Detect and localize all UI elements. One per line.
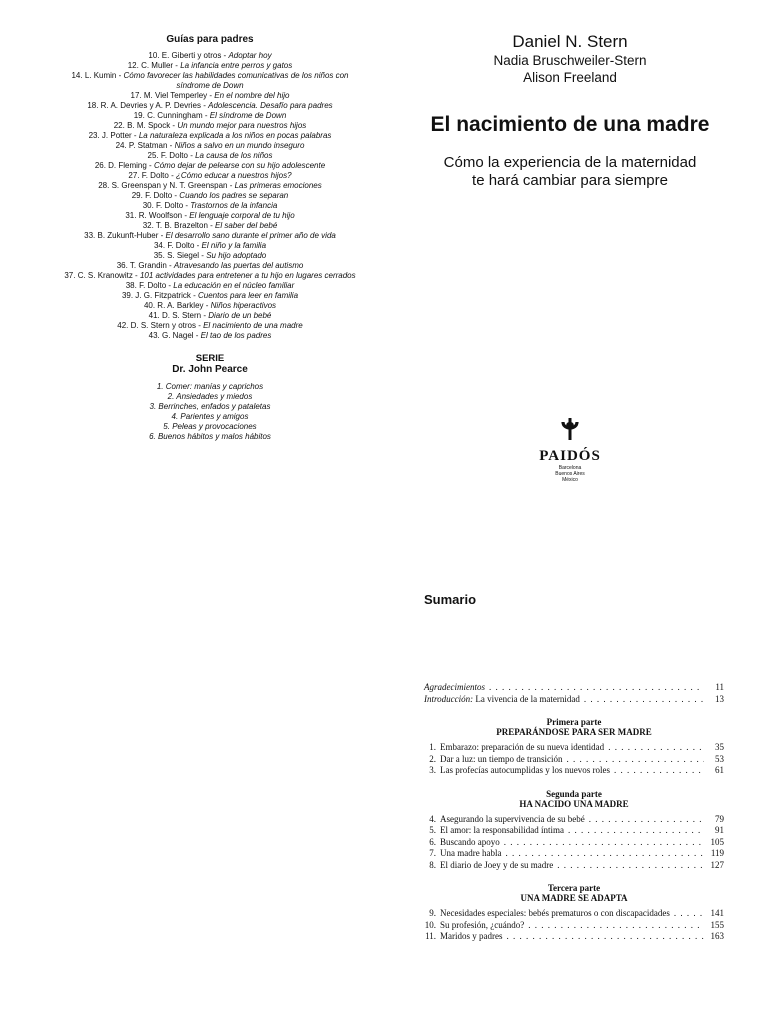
toc-page-number: 53	[715, 753, 724, 764]
guide-title: Las primeras emociones	[234, 181, 322, 190]
guide-title: El nacimiento de una madre	[203, 321, 303, 330]
toc-chapter	[424, 814, 724, 826]
guide-entry	[60, 161, 360, 171]
toc-page-number: 79	[715, 813, 724, 824]
chapter-number: 8.	[429, 859, 436, 870]
guide-title: Cómo favorecer las habilidades comunicativas de los niños con síndrome de Down	[123, 71, 349, 90]
toc-leader-dots	[608, 742, 704, 754]
guide-title: Diario de un bebé	[208, 311, 272, 320]
author-main: Daniel N. Stern	[512, 32, 628, 51]
guide-entry	[60, 91, 360, 101]
toc-label-extra: La vivencia de la maternidad	[473, 693, 580, 704]
guide-title: La naturaleza explicada a los niños en pocas palabras	[138, 131, 332, 140]
guide-author: 18. R. A. Devries y A. P. Devries -	[87, 101, 209, 110]
toc-chapter	[424, 848, 724, 860]
toc-label	[424, 682, 485, 694]
toc-label: Las profecías autocumplidas y los nuevos roles	[440, 765, 610, 775]
toc-label: Su profesión, ¿cuándo?	[440, 919, 525, 930]
chapter-number: 6.	[429, 836, 436, 847]
pearce-book: 1. Comer: manías y caprichos	[156, 382, 264, 391]
guide-entry	[60, 141, 360, 151]
toc-front-item	[424, 682, 724, 694]
toc-leader-dots	[557, 860, 704, 872]
guide-entry	[60, 281, 360, 291]
guide-title: Cómo dejar de pelearse con su hijo adolescente	[153, 161, 326, 170]
guide-title: ¿Cómo educar a nuestros hijos?	[175, 171, 292, 180]
guide-title: Cuentos para leer en familia	[197, 291, 299, 300]
guide-list	[60, 51, 360, 341]
guide-title: Adolescencia. Desafío para padres	[208, 101, 333, 110]
guide-author: 41. D. S. Stern -	[148, 311, 209, 320]
guide-title: El lenguaje corporal de tu hijo	[189, 211, 295, 220]
guide-author: 37. C. S. Kranowitz -	[64, 271, 140, 280]
toc-label: Necesidades especiales: bebés prematuros o con discapacidades	[440, 908, 670, 918]
toc-chapter	[424, 825, 724, 837]
part-title: HA NACIDO UNA MADRE	[519, 798, 629, 809]
pearce-book: 3. Berrinches, enfados y pataletas	[149, 402, 271, 411]
guide-author: 26. D. Fleming -	[94, 161, 154, 170]
guide-author: 43. G. Nagel -	[148, 331, 201, 340]
toc-page-number: 163	[710, 931, 724, 941]
part-label: Tercera parte	[547, 883, 601, 893]
guide-title: La causa de los niños	[195, 151, 273, 160]
chapter-number: 7.	[429, 848, 436, 858]
guide-author: 27. F. Dolto -	[128, 171, 176, 180]
chapter-number: 5.	[429, 825, 436, 835]
guide-entry	[60, 271, 360, 281]
guide-author: 14. L. Kumin -	[71, 71, 124, 80]
guide-entry	[60, 221, 360, 231]
pearce-book-list	[60, 382, 360, 442]
toc-label: El amor: la responsabilidad íntima	[440, 825, 564, 835]
toc-label-italic: Agradecimientos	[424, 682, 485, 692]
toc-label: Dar a luz: un tiempo de transición	[440, 753, 563, 764]
toc-leader-dots	[507, 931, 705, 943]
guide-title: El síndrome de Down	[209, 111, 287, 120]
guide-author: 12. C. Muller -	[127, 61, 181, 70]
serie-label: SERIE	[195, 353, 225, 364]
guide-author: 42. D. S. Stern y otros -	[117, 321, 204, 330]
guide-entry	[60, 301, 360, 311]
title-page	[400, 32, 740, 483]
toc-page-number: 119	[710, 848, 724, 858]
toc-label-italic: Introducción:	[424, 693, 474, 704]
chapter-number: 10.	[424, 919, 436, 930]
chapter-number: 1.	[429, 742, 436, 752]
series-list-column	[60, 34, 360, 442]
toc-label	[424, 694, 580, 706]
toc-label: Maridos y padres	[440, 931, 503, 941]
chapter-number: 11.	[425, 931, 436, 941]
guide-title: La educación en el núcleo familiar	[173, 281, 295, 290]
toc-leader-dots	[504, 837, 704, 849]
toc-page-number: 91	[715, 825, 724, 835]
toc-leader-dots	[584, 694, 704, 706]
guide-author: 38. F. Dolto -	[125, 281, 174, 290]
guide-entry	[60, 111, 360, 121]
part-label: Segunda parte	[546, 788, 602, 799]
subtitle-line-1: Cómo la experiencia de la maternidad	[443, 154, 697, 171]
guide-author: 19. C. Cunningham -	[133, 111, 210, 120]
toc-part-heading	[424, 883, 724, 903]
toc-page-number: 11	[715, 682, 724, 692]
toc-label: Asegurando la supervivencia de su bebé	[440, 813, 585, 824]
toc-label: Embarazo: preparación de su nueva identidad	[440, 742, 605, 752]
toc-leader-dots	[589, 814, 704, 826]
guide-author: 39. J. G. Fitzpatrick -	[121, 291, 198, 300]
guide-entry	[60, 171, 360, 181]
chapter-number: 4.	[429, 813, 436, 824]
guide-title: Niños hiperactivos	[210, 301, 277, 310]
guide-author: 25. F. Dolto -	[147, 151, 196, 160]
serie-author: Dr. John Pearce	[172, 364, 248, 375]
guide-author: 28. S. Greenspan y N. T. Greenspan -	[98, 181, 235, 190]
subtitle-line-2: te hará cambiar para siempre	[472, 172, 668, 189]
guide-entry	[60, 241, 360, 251]
toc-page-number: 155	[710, 919, 724, 930]
toc-chapter	[424, 765, 724, 777]
guide-author: 29. F. Dolto -	[131, 191, 180, 200]
chapter-number: 2.	[429, 753, 436, 764]
guide-title: El tao de los padres	[200, 331, 272, 340]
guide-author: 30. F. Dolto -	[142, 201, 191, 210]
guide-entry	[60, 71, 360, 91]
guide-author: 22. B. M. Spock -	[113, 121, 178, 130]
toc-label: Una madre habla	[440, 848, 502, 858]
publisher-name: PAIDÓS	[539, 448, 601, 464]
city: Barcelona	[558, 465, 582, 471]
toc-leader-dots	[528, 920, 704, 932]
guide-title: El desarrollo sano durante el primer año de vida	[165, 231, 336, 240]
toc-leader-dots	[505, 848, 704, 860]
guide-entry	[60, 61, 360, 71]
guide-author: 33. B. Zukunft-Huber -	[84, 231, 166, 240]
guide-entry	[60, 151, 360, 161]
part-label: Primera parte	[546, 717, 602, 727]
guide-entry	[60, 121, 360, 131]
paidos-logo-icon	[559, 417, 581, 446]
part-title: PREPARÁNDOSE PARA SER MADRE	[496, 727, 652, 737]
toc-chapter	[424, 920, 724, 932]
publisher-cities	[400, 465, 740, 483]
guide-author: 31. R. Woolfson -	[125, 211, 190, 220]
guide-entry	[60, 181, 360, 191]
toc-leader-dots	[489, 682, 704, 694]
serie-block	[60, 353, 360, 442]
guide-title: El saber del bebé	[215, 221, 278, 230]
guide-entry	[60, 201, 360, 211]
guide-entry	[60, 101, 360, 111]
toc-page-number: 13	[715, 693, 724, 704]
guide-title: 101 actividades para entretener a tu hijo en lugares cerrados	[139, 271, 356, 280]
guide-entry	[60, 191, 360, 201]
book-title: El nacimiento de una madre	[430, 113, 710, 136]
guide-author: 35. S. Siegel -	[153, 251, 207, 260]
guide-title: En el nombre del hijo	[214, 91, 290, 100]
guide-title: Atravesando las puertas del autismo	[173, 261, 304, 270]
part-title: UNA MADRE SE ADAPTA	[520, 893, 628, 903]
toc-chapter	[424, 908, 724, 920]
guide-author: 17. M. Viel Temperley -	[130, 91, 215, 100]
guide-entry	[60, 131, 360, 141]
city: Buenos Aires	[555, 471, 585, 477]
chapter-number: 9.	[429, 908, 436, 918]
city: México	[562, 477, 578, 483]
table-of-contents	[424, 682, 724, 943]
guide-author: 32. T. B. Brazelton -	[142, 221, 216, 230]
toc-page-number: 141	[710, 908, 724, 918]
toc-chapter	[424, 860, 724, 872]
guide-entry	[60, 311, 360, 321]
pearce-book: 2. Ansiedades y miedos	[167, 392, 253, 401]
guide-title: Su hijo adoptado	[206, 251, 267, 260]
toc-label: El diario de Joey y de su madre	[440, 859, 554, 870]
guide-entry	[60, 211, 360, 221]
author-second: Nadia Bruschweiler-Stern	[493, 53, 647, 68]
guide-title: Un mundo mejor para nuestros hijos	[177, 121, 307, 130]
toc-leader-dots	[674, 908, 704, 920]
guide-title: El niño y la familia	[201, 241, 267, 250]
guide-title: Trastornos de la infancia	[190, 201, 278, 210]
guide-title: La infancia entre perros y gatos	[180, 61, 293, 70]
toc-part-heading	[424, 717, 724, 737]
sumario-heading: Sumario	[424, 592, 477, 607]
guide-title: Cuando los padres se separan	[179, 191, 289, 200]
guide-title: Niños a salvo en un mundo inseguro	[174, 141, 305, 150]
toc-leader-dots	[568, 825, 704, 837]
toc-leader-dots	[614, 765, 704, 777]
pearce-book: 5. Peleas y provocaciones	[163, 422, 257, 431]
guide-entry	[60, 261, 360, 271]
guide-entry	[60, 51, 360, 61]
author-third: Alison Freeland	[523, 70, 617, 85]
guide-author: 34. F. Dolto -	[153, 241, 202, 250]
toc-label: Buscando apoyo	[440, 836, 500, 847]
toc-chapter	[424, 754, 724, 766]
toc-chapter	[424, 837, 724, 849]
chapter-number: 3.	[429, 765, 436, 775]
toc-chapter	[424, 931, 724, 943]
guide-entry	[60, 321, 360, 331]
pearce-book: 6. Buenos hábitos y malos hábitos	[149, 432, 271, 441]
publisher-block	[400, 417, 740, 483]
pearce-book: 4. Parientes y amigos	[171, 412, 249, 421]
toc-page-number: 35	[715, 742, 724, 752]
guide-author: 10. E. Giberti y otros -	[148, 51, 229, 60]
guide-title: Adoptar hoy	[228, 51, 272, 60]
guide-author: 40. R. A. Barkley -	[143, 301, 211, 310]
guide-author: 36. T. Grandin -	[116, 261, 174, 270]
toc-chapter	[424, 742, 724, 754]
toc-leader-dots	[566, 754, 704, 766]
series-title: Guías para padres	[166, 34, 254, 45]
toc-part-heading	[424, 789, 724, 809]
guide-entry	[60, 331, 360, 341]
guide-entry	[60, 251, 360, 261]
guide-entry	[60, 231, 360, 241]
guide-entry	[60, 291, 360, 301]
toc-page-number: 105	[710, 836, 724, 847]
toc-page-number: 61	[715, 765, 724, 775]
guide-author: 23. J. Potter -	[88, 131, 139, 140]
toc-front-item	[424, 694, 724, 706]
toc-page-number: 127	[710, 859, 724, 870]
guide-author: 24. P. Statman -	[115, 141, 175, 150]
